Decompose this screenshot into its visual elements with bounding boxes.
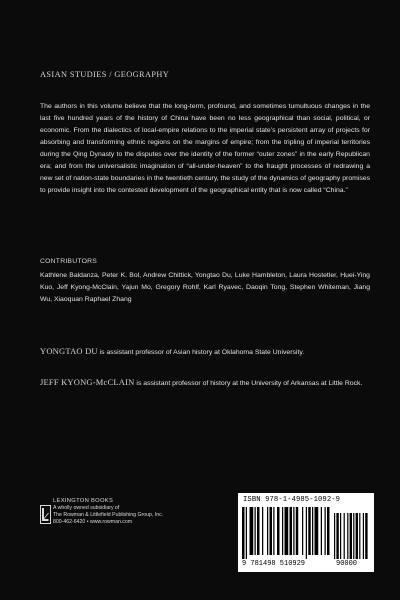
editor-bio-kyong-mcclain [40,376,370,390]
publisher-contact: 800-462-6420 • www.rowman.com [53,519,133,526]
barcode-bar [242,507,245,559]
category-label: ASIAN STUDIES / GEOGRAPHY [40,70,170,79]
barcode-bar [327,507,330,555]
editor-name: YONGTAO DU [40,346,98,356]
barcode-bar [285,507,289,555]
publisher-name: LEXINGTON BOOKS [53,498,114,504]
barcode-bar [293,507,294,555]
publisher-subsidiary: A wholly owned subsidiary of [53,505,120,512]
barcode-bar [267,507,268,555]
barcode-bar [302,507,303,555]
barcode-bar [273,507,274,555]
editor-bio-text: is assistant professor of history at the University of Arkansas at Little Rock. [134,380,363,387]
barcode-bar [296,507,299,555]
editor-bio-text: is assistant professor of Asian history at Oklahoma State University. [97,349,305,356]
barcode-bar [255,507,256,555]
barcode-bar [325,507,326,555]
addon-bar [359,513,360,559]
addon-bar [353,513,354,559]
editor-bio-du [40,345,370,359]
barcode-bar [290,507,293,555]
barcode-bar [270,507,273,555]
addon-bar [356,513,358,559]
addon-bar [344,513,345,559]
addon-bar [363,513,364,559]
publisher-block [40,498,180,558]
isbn-label: ISBN 978-1-4985-1092-9 [243,496,341,504]
contributors-heading: CONTRIBUTORS [40,258,98,265]
barcode-bar [257,507,260,555]
addon-bar [347,513,348,559]
barcode-bar [312,507,313,555]
barcode-bar [306,507,307,559]
barcode-bar [277,507,280,555]
editor-name: JEFF KYONG-McCLAIN [40,377,135,387]
barcode-bar [250,507,254,555]
barcode-bars [242,507,370,559]
publisher-group: The Rowman & Littlefield Publishing Group, Inc. [53,512,164,519]
contributors-section [40,256,370,306]
barcode-bar [262,507,263,555]
ean-digits: 9 781498 510929 [242,560,306,568]
barcode-bar [308,507,311,555]
isbn-barcode [238,493,374,572]
barcode-bar [321,507,322,555]
description-blurb: The authors in this volume believe that the long-term, profound, and sometimes tumultuous changes in the last five hundred years of the history of China have been no less geographical than social, political, or economic. From the dialectics of local-empire relations to the imperial state’s persistent array of projects for absorbing and transforming ethnic regions on the margins of empire; from the tripling of imperial territories during the Qing Dynasty to the disputes over the identity of the former “outer zones” in the early Republican era; and from the universalistic imagination of “all-under-heaven” to the fraught processes of redrawing a new set of nation-state boundaries in the twentieth century, the study of the dynamics of geography promises to provide insight into the contested development of the geographical entity that is now called “China.” [40,103,370,195]
barcode-digits [242,560,370,568]
addon-bar [350,513,352,559]
addon-digits: 90000 [336,560,358,568]
lexington-logo-icon [40,505,51,524]
addon-bar [365,513,367,559]
contributors-list: Kathlene Baldanza, Peter K. Bol, Andrew Chittick, Yongtao Du, Luke Hambleton, Laura Hostetler, Huei-Ying Kuo, Jeff Kyong-McClain, Yajun Mo, Gregory Rohlf, Karl Ryavec, Daoqin Tong, Stephen Whiteman, Jiang Wu, Xiaoquan Raphael Zhang [40,272,370,303]
barcode-bar [246,507,247,559]
addon-bar [340,513,341,559]
barcode-bar [315,507,319,555]
addon-bar [336,513,338,559]
barcode-bar [282,507,283,555]
addon-bar [334,513,335,559]
